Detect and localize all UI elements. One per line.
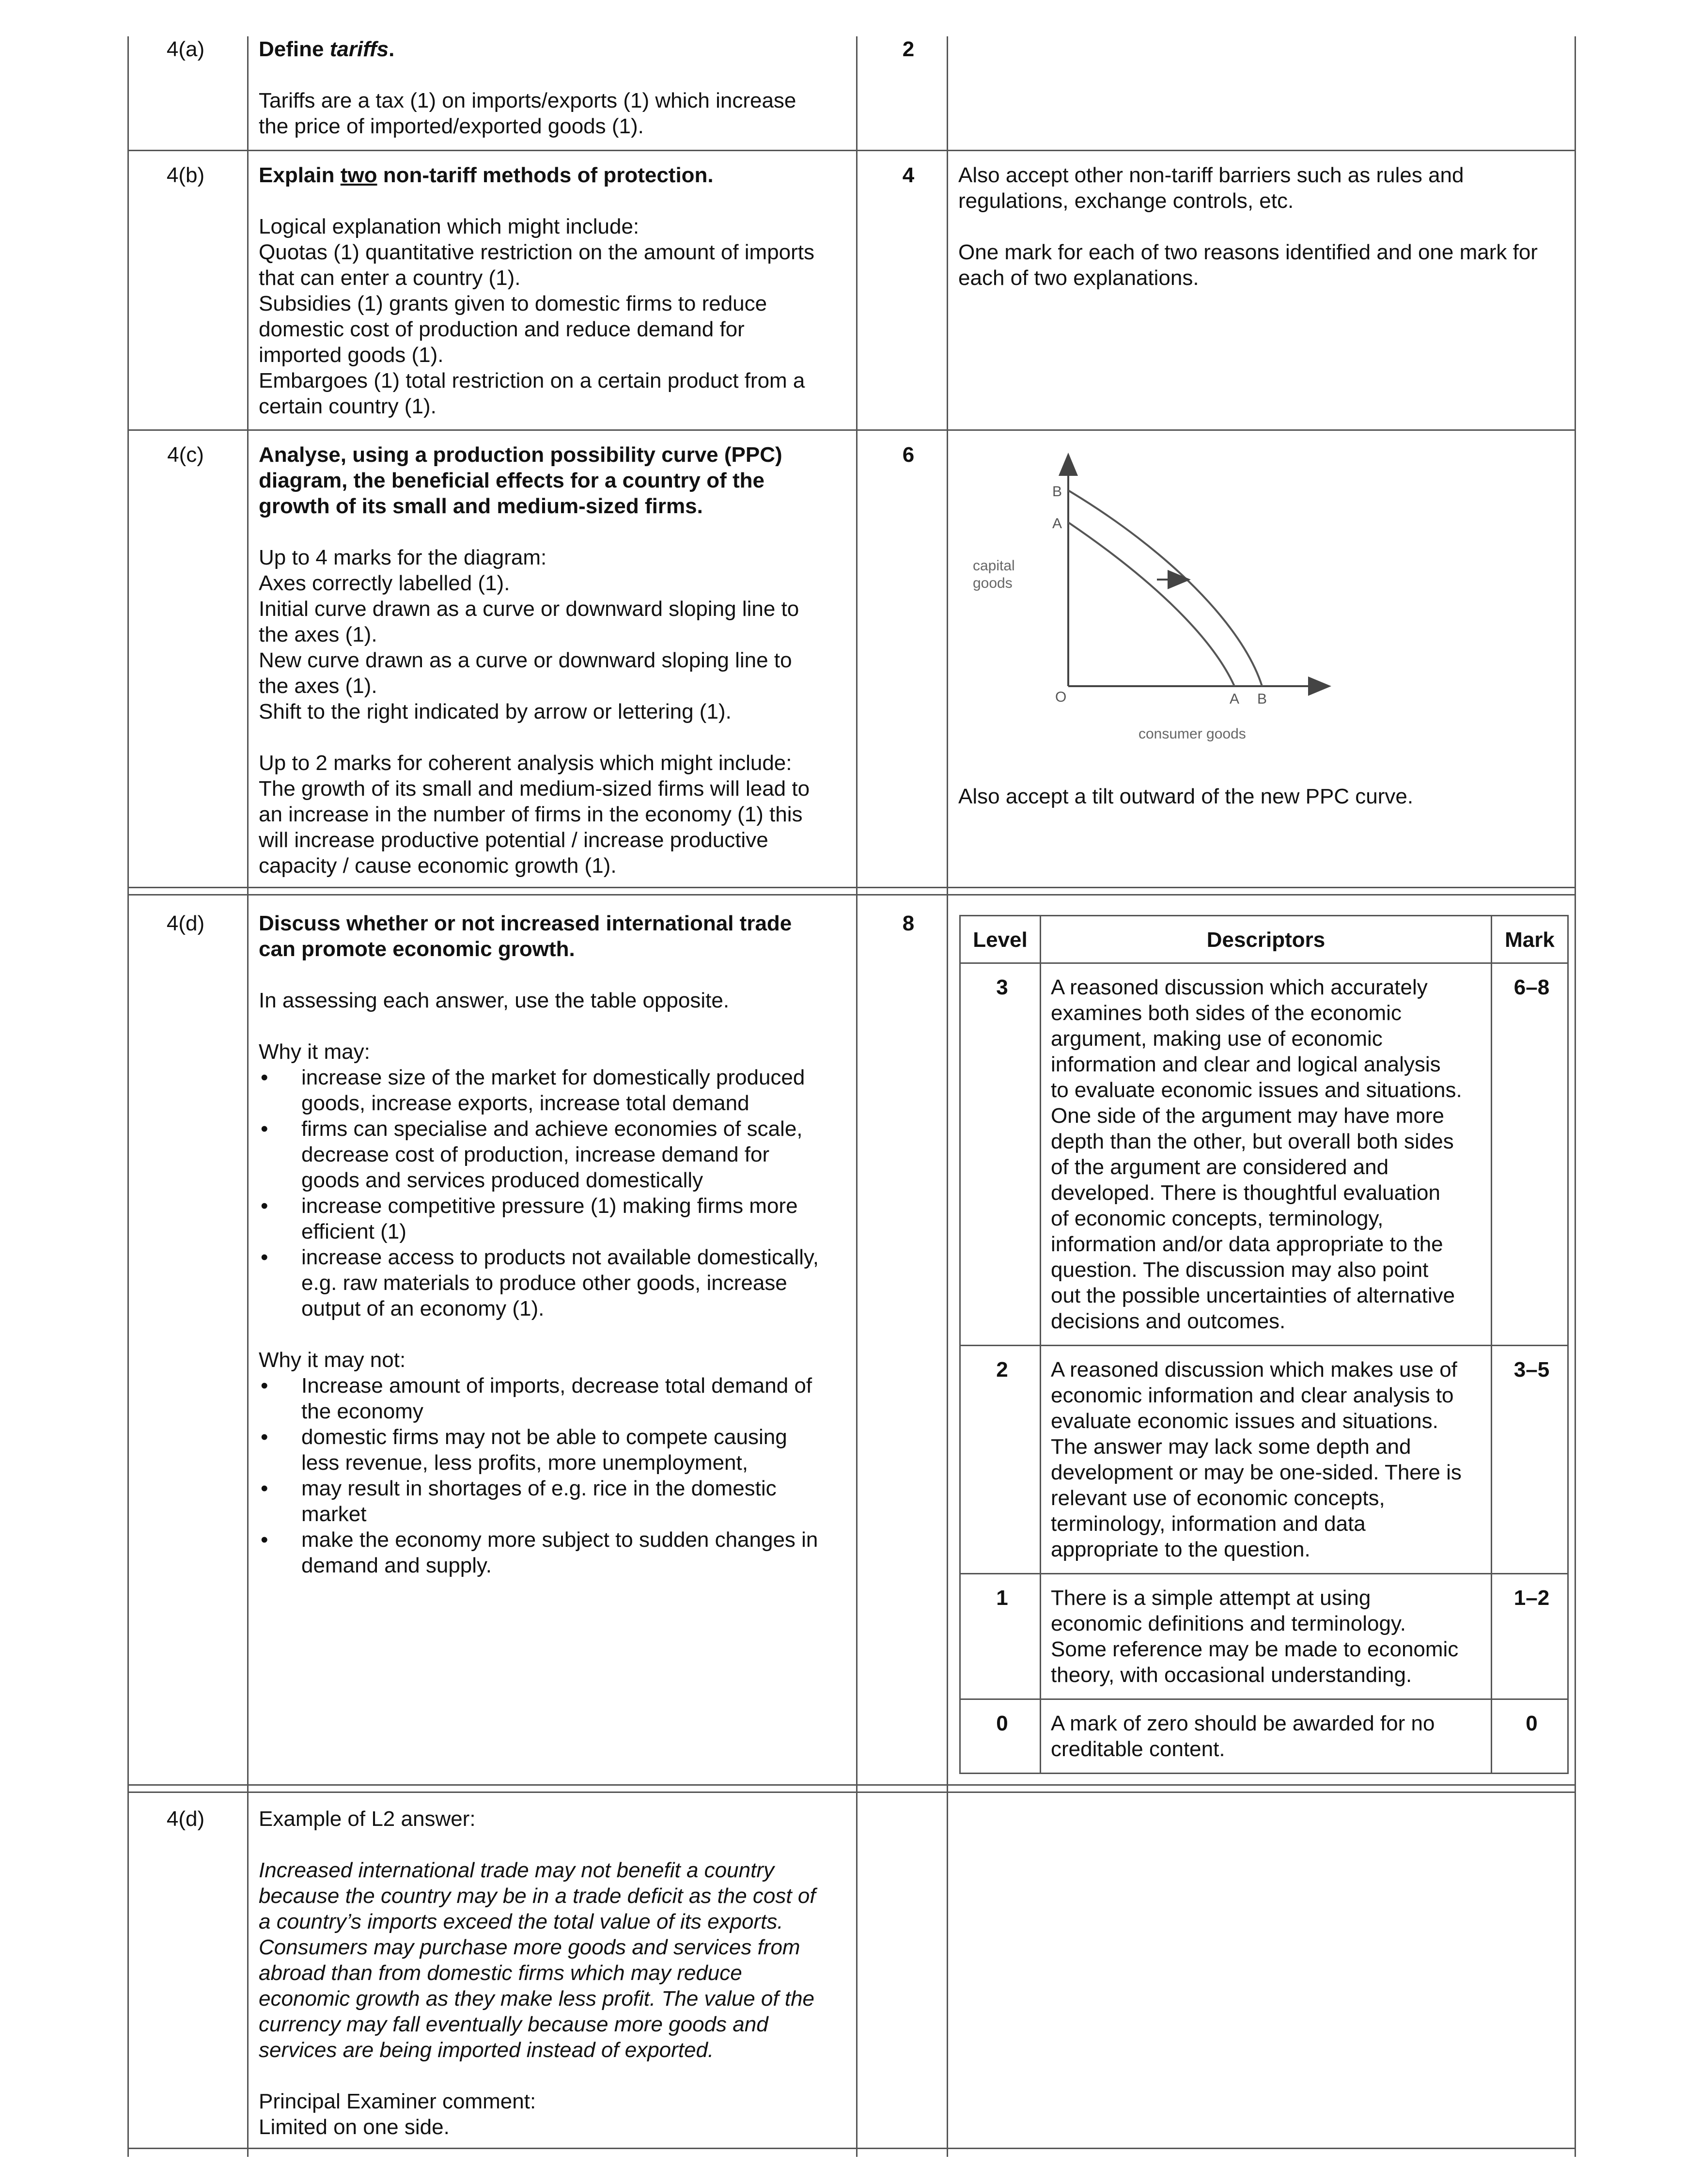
example-line: a country’s imports exceed the total value of its exports.: [259, 1910, 783, 1933]
answer-line: Subsidies (1) grants given to domestic firms to reduce: [259, 292, 767, 315]
row-divider: [127, 1791, 1576, 1793]
row-divider: [127, 887, 1576, 888]
guidance-line: One mark for each of two reasons identified and one mark for: [958, 240, 1538, 264]
question-line: can promote economic growth.: [259, 937, 575, 961]
descriptor-text: A mark of zero should be awarded for no creditable content.: [1041, 1699, 1492, 1774]
ppc-diagram: [964, 446, 1366, 756]
table-border-right: [1575, 36, 1576, 2157]
list-item: • may result in shortages of e.g. rice in the domestic market: [259, 1476, 852, 1527]
guidance-line: each of two explanations.: [958, 266, 1199, 290]
level-value: 2: [960, 1346, 1041, 1574]
marks-value: 6: [902, 443, 915, 467]
levels-table: [959, 915, 1569, 1774]
question-text-part: Define: [259, 37, 330, 61]
mark-range: 1–2: [1492, 1574, 1568, 1699]
descriptor-text: A reasoned discussion which accurately examines both sides of the economic argument, making use of economic information and clear and logical analysis to evaluate economic issues and situations. One side of the argument may have more depth than the other, but overall both sides of the argument are considered and developed. There is thoughtful evaluation of economic concepts, terminology, information and/or data appropriate to the question. The discussion may also point out the possible uncertainties of alternative decisions and outcomes.: [1041, 963, 1492, 1346]
question-line: Analyse, using a production possibility curve (PPC): [259, 443, 782, 467]
comment-heading: Principal Examiner comment:: [259, 2090, 536, 2113]
mark-range: 3–5: [1492, 1346, 1568, 1574]
marks-value: 4: [902, 163, 915, 187]
answer-line: the price of imported/exported goods (1).: [259, 114, 644, 138]
answer-line: The growth of its small and medium-sized firms will lead to: [259, 777, 810, 801]
answer-line: will increase productive potential / increase productive: [259, 828, 768, 852]
answer-line: New curve drawn as a curve or downward sloping line to: [259, 648, 792, 672]
example-line: services are being imported instead of exported.: [259, 2038, 714, 2062]
question-number: 4(b): [166, 163, 205, 187]
row-divider: [127, 150, 1576, 151]
question-line: diagram, the beneficial effects for a country of the: [259, 469, 764, 492]
example-line: abroad than from domestic firms which may reduce: [259, 1961, 742, 1985]
answer-line: Embargoes (1) total restriction on a certain product from a: [259, 369, 805, 393]
answer-line: Tariffs are a tax (1) on imports/exports (1) which increase: [259, 89, 796, 112]
mark-range: 0: [1492, 1699, 1568, 1774]
answer-line: imported goods (1).: [259, 343, 444, 367]
question-number: 4(c): [167, 443, 204, 467]
answer-line: In assessing each answer, use the table opposite.: [259, 989, 730, 1012]
answer-line: Up to 4 marks for the diagram:: [259, 546, 547, 569]
level-value: 3: [960, 963, 1041, 1346]
header-level: Level: [960, 916, 1041, 963]
level-value: 0: [960, 1699, 1041, 1774]
new-ppc-curve: [1068, 490, 1262, 686]
answer-line: Axes correctly labelled (1).: [259, 571, 510, 595]
table-border-left: [127, 36, 129, 2157]
mark-range: 6–8: [1492, 963, 1568, 1346]
answer-line: an increase in the number of firms in the economy (1) this: [259, 802, 803, 826]
question-text: [259, 36, 850, 139]
table-divider-question: [247, 36, 249, 2157]
example-heading: Example of L2 answer:: [259, 1807, 476, 1831]
example-line: because the country may be in a trade deficit as the cost of: [259, 1884, 816, 1908]
header-descriptors: Descriptors: [1041, 916, 1492, 963]
example-line: Increased international trade may not benefit a country: [259, 1858, 774, 1882]
curve-label-a-axis: A: [1052, 516, 1062, 532]
question-line: Discuss whether or not increased international trade: [259, 911, 792, 935]
marks-value: 8: [902, 911, 915, 935]
row-divider: [127, 894, 1576, 896]
list-heading: Why it may:: [259, 1040, 370, 1064]
marks-value: 2: [902, 37, 915, 61]
answer-line: Shift to the right indicated by arrow or lettering (1).: [259, 700, 732, 723]
list-item: • Increase amount of imports, decrease total demand of the economy: [259, 1373, 852, 1424]
y-axis-label: capital: [973, 558, 1015, 574]
header-mark: Mark: [1492, 916, 1568, 963]
guidance-line: Also accept other non-tariff barriers such as rules and: [958, 163, 1464, 187]
answer-line: Logical explanation which might include:: [259, 215, 639, 238]
table-row: [960, 1346, 1568, 1574]
list-heading: Why it may not:: [259, 1348, 406, 1372]
question-keyword: tariffs: [329, 37, 389, 61]
table-divider-guidance: [947, 36, 948, 2157]
y-axis-label: goods: [973, 575, 1013, 591]
question-number: 4(d): [166, 911, 205, 935]
list-item: • firms can specialise and achieve economies of scale, decrease cost of production, increase demand for goods and services produced domestically: [259, 1116, 852, 1193]
comment-text: Limited on one side.: [259, 2115, 450, 2139]
list-item: • make the economy more subject to sudden changes in demand and supply.: [259, 1527, 852, 1578]
levels-table-header: [960, 916, 1568, 963]
table-row: [960, 1574, 1568, 1699]
curve-label-b-xaxis: B: [1257, 691, 1267, 707]
row-divider: [127, 429, 1576, 431]
example-answer: [259, 1806, 852, 2140]
guidance-text: Also accept a tilt outward of the new PPC curve.: [958, 785, 1414, 808]
question-line: growth of its small and medium-sized firms.: [259, 494, 703, 518]
table-border-bottom: [127, 2148, 1576, 2149]
example-line: currency may fall eventually because more goods and: [259, 2012, 768, 2036]
question-text-part: .: [389, 37, 395, 61]
answer-line: certain country (1).: [259, 394, 437, 418]
table-divider-marks: [856, 36, 858, 2157]
answer-line: Initial curve drawn as a curve or downward sloping line to: [259, 597, 799, 621]
question-text: [259, 442, 850, 879]
question-number: 4(d): [166, 1807, 205, 1831]
question-number: 4(a): [166, 37, 205, 61]
descriptor-text: A reasoned discussion which makes use of economic information and clear analysis to evaluate economic issues and situations. The answer may lack some depth and development or may be one-sided. There is relevant use of economic concepts, terminology, information and data appropriate to the question.: [1041, 1346, 1492, 1574]
descriptor-text: There is a simple attempt at using economic definitions and terminology. Some reference may be made to economic theory, with occasional understanding.: [1041, 1574, 1492, 1699]
why-may-list: [259, 1065, 852, 1321]
answer-line: capacity / cause economic growth (1).: [259, 854, 617, 878]
curve-label-b-axis: B: [1052, 484, 1062, 500]
why-not-list: [259, 1373, 852, 1578]
table-row: [960, 963, 1568, 1346]
list-item: • increase access to products not available domestically, e.g. raw materials to produce other goods, increase output of an economy (1).: [259, 1244, 852, 1321]
guidance-line: regulations, exchange controls, etc.: [958, 189, 1294, 213]
list-item: • increase competitive pressure (1) making firms more efficient (1): [259, 1193, 852, 1244]
row-divider: [127, 1784, 1576, 1786]
question-text: [259, 911, 852, 1578]
answer-line: the axes (1).: [259, 623, 377, 646]
answer-line: Up to 2 marks for coherent analysis which might include:: [259, 751, 792, 775]
answer-line: Quotas (1) quantitative restriction on the amount of imports: [259, 240, 815, 264]
x-axis-label: consumer goods: [1139, 726, 1246, 742]
list-item: • increase size of the market for domestically produced goods, increase exports, increase total demand: [259, 1065, 852, 1116]
answer-line: the axes (1).: [259, 674, 377, 698]
origin-label: O: [1055, 689, 1067, 705]
level-value: 1: [960, 1574, 1041, 1699]
question-text-part: Explain: [259, 163, 341, 187]
table-row: [960, 1699, 1568, 1774]
example-line: Consumers may purchase more goods and services from: [259, 1935, 800, 1959]
question-keyword: two: [340, 163, 377, 187]
answer-line: domestic cost of production and reduce demand for: [259, 317, 745, 341]
example-line: economic growth as they make less profit. The value of the: [259, 1987, 815, 2011]
curve-label-a-xaxis: A: [1230, 691, 1240, 707]
question-text: [259, 162, 850, 419]
answer-line: that can enter a country (1).: [259, 266, 521, 290]
guidance-text: [958, 162, 1569, 291]
list-item: • domestic firms may not be able to compete causing less revenue, less profits, more unemployment,: [259, 1424, 852, 1476]
question-text-part: non-tariff methods of protection.: [377, 163, 714, 187]
